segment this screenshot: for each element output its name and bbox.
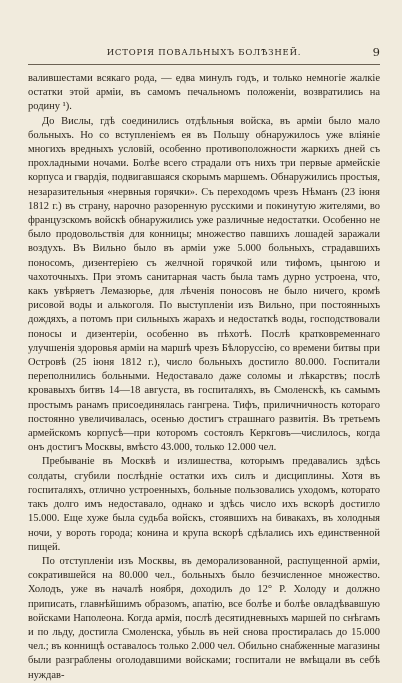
body-text	[28, 72, 380, 683]
paragraph: Пребываніе въ Москвѣ и излишества, которымъ предавались здѣсь солдаты, сгубили послѣдніе остатки ихъ силъ и дисциплины. Хотя въ госпиталяхъ, отлично устроенныхъ, больные пользовались уходомъ, которато такъ долго имъ недоставало, однако и здѣсь число ихъ вскорѣ достигло 15.000. Еще хуже была судьба войскъ, стоявшихъ на бивакахъ, въ холодныя ночи, у вороть города; конина и крупа вскорѣ сдѣлались ихъ единственной пищей.	[28, 456, 380, 553]
paragraph: До Вислы, гдѣ соединились отдѣльныя войска, въ арміи было мало больныхъ. Но со вступленіемъ ея въ Польшу обнаружилось уже вліяніе многихъ вредныхъ условій, особенно противоположности жаркихъ дней съ прохладными ночами. Болѣе всего страдали отъ нихъ три первые армейскіе корпуса и гвардія, подвигавшаяся скорымъ маршемъ. Обнаружились простыя, незаразительныя «нервныя горячки». Съ переходомъ чрезъ Нѣманъ (23 іюня 1812 г.) въ страну, нарочно разоренную русскими и покинутую жителями, во французскомъ войскѣ обнаружились уже различные недостатки. Особенно не было продовольствія для конницы; множество павшихъ лошадей заражали воздухъ. Въ Вильно было въ арміи уже 5.000 больныхъ, страдавшихъ поносомъ, дизентеріею съ желчной горячкой или тифомъ, цынгою и чахоточныхъ. При этомъ санитарная часть была тамъ дурно устроена, что, какъ увѣряетъ Лемазюрье, для лѣченія поносовъ не было ничего, кромѣ рисовой воды и алькоголя. По выступленіи изъ Вильно, при постоянныхъ дождяхъ, а потомъ при сильныхъ жарахъ и недостаткѣ воды, господствовали поносы и дизентеріи, особенно въ пѣхотѣ. Послѣ кратковременнаго улучшенія здоровья арміи на маршѣ чрезъ Бѣлоруссію, со времени битвы при Островѣ (25 іюня 1812 г.), число больныхъ достигло 80.000. Госпитали переполнились больными. Недоставало даже соломы и лѣкарствъ; послѣ кровавыхъ битвъ 14—18 августа, въ госпиталяхъ, въ Смоленскѣ, къ самымъ простымъ ранамъ присоединялась гангрена. Тифъ, приличничность котораго постоянно увеличивалась, осенью достигъ страшнаго развитія. Въ третьемъ армейскомъ корпусѣ—при которомъ состоялъ Керкговъ—числилось, когда онъ достигъ Москвы, вмѣсто 43.000, только 12.000 чел.	[28, 115, 380, 454]
paragraph: По отступленіи изъ Москвы, въ деморализованной, распущенной арміи, сократившейся на 80.000 чел., больныхъ было безчисленное множество. Холодъ, уже въ началѣ ноября, доходилъ до 12° Р. Холоду и должно приписать, главнѣйшимъ образомъ, апатію, все болѣе и болѣе овладѣвавшую войсками Наполеона. Когда армія, послѣ десятидневныхъ маршей по снѣгамъ и по льду, достигла Смоленска, убыль въ ней снова простиралась до 15.000 чел.; въ коннищѣ оставалось только 2.000 чел. Обильно снабженные магазины были разграблены оголодавшими войсками; госпитали не вмѣщали въ себѣ нуждав-	[28, 555, 380, 681]
running-header	[28, 45, 380, 65]
paragraph-continuation: валившестами всякаго рода, — едва минулъ годъ, и только немногіе жалкіе остатки этой арміи, въ самомъ печальномъ положеніи, возвратились на родину ¹).	[28, 73, 380, 113]
page-number: 9	[372, 45, 380, 59]
running-title: ИСТОРІЯ ПОВАЛЬНЫХЪ БОЛѢЗНЕЙ.	[106, 48, 302, 58]
